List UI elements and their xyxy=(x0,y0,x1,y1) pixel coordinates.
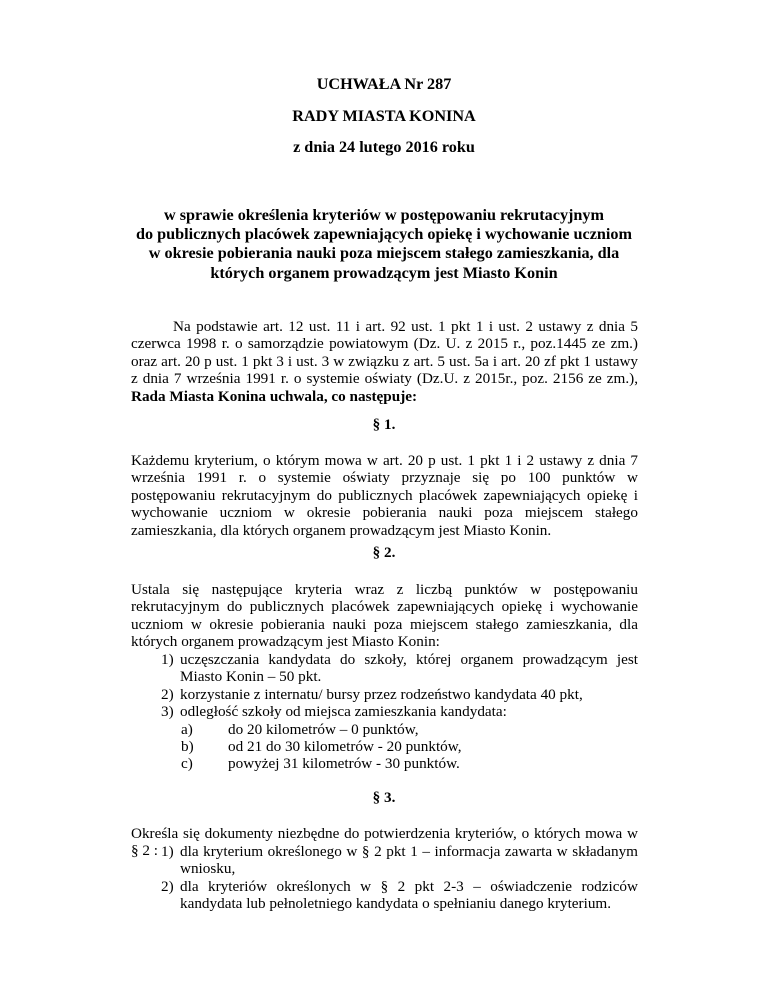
subject-line: do publicznych placówek zapewniających opiekę i wychowanie uczniom xyxy=(136,225,632,244)
list-item-number: 3) xyxy=(161,703,174,721)
subject-line: w okresie pobierania nauki poza miejscem stałego zamieszkania, dla xyxy=(148,244,620,263)
subject-line: których organem prowadzącym jest Miasto Konin xyxy=(210,263,558,282)
preamble xyxy=(131,318,638,405)
preamble-text: Na podstawie art. 12 ust. 11 i art. 92 ust. 1 pkt 1 i ust. 2 ustawy z dnia 5 czerwca 1998 r. o samorządzie powiatowym (Dz. U. z 2015 r., poz.1445 ze zm.) oraz art. 20 p ust. 1 pkt 3 i ust. 3 w związku z art. 5 ust. 5a i art. 20 zf pkt 1 ustawy z dnia 7 września 1991 r. o systemie oświaty (Dz.U. z 2015r., poz. 2156 ze zm.), xyxy=(131,318,638,388)
council-name: RADY MIASTA KONINA xyxy=(292,107,476,125)
section-1-text: Każdemu kryterium, o którym mowa w art. 20 p ust. 1 pkt 1 i 2 ustawy z dnia 7 września 1991 r. o systemie oświaty przyznaje się po 100 punktów w postępowaniu rekrutacyjnym do publicznych placówek zapewniających opiekę i wychowanie uczniom w okresie pobierania nauki poza miejscem stałego zamieszkania, dla których organem prowadzącym jest Miasto Konin. xyxy=(131,452,638,539)
list-item-text: uczęszczania kandydata do szkoły, której organem prowadzącym jest Miasto Konin – 50 pkt. xyxy=(180,651,638,686)
resolution-number: UCHWAŁA Nr 287 xyxy=(316,75,452,93)
sublist-item xyxy=(180,721,638,738)
list-item-text: odległość szkoły od miejsca zamieszkania kandydata: xyxy=(180,703,507,721)
list-item-text: korzystanie z internatu/ bursy przez rodzeństwo kandydata 40 pkt, xyxy=(180,685,583,703)
resolution-subject xyxy=(130,206,638,283)
resolution-date: z dnia 24 lutego 2016 roku xyxy=(293,138,475,156)
section-3-list xyxy=(131,843,638,913)
sublist-item-letter: b) xyxy=(181,738,194,756)
list-item xyxy=(131,651,638,686)
list-item-text: dla kryterium określonego w § 2 pkt 1 – informacja zawarta w składanym wniosku, xyxy=(180,843,638,878)
section-1-heading: § 1. xyxy=(372,416,396,433)
distance-sublist xyxy=(180,721,638,773)
subject-line: w sprawie określenia kryteriów w postępowaniu rekrutacyjnym xyxy=(163,206,605,224)
list-item xyxy=(131,703,638,773)
section-3-intro: Określa się dokumenty niezbędne do potwierdzenia kryteriów, o których mowa w § 2 : xyxy=(131,825,638,860)
list-item-number: 2) xyxy=(161,877,174,895)
section-2-intro: Ustala się następujące kryteria wraz z liczbą punktów w postępowaniu rekrutacyjnym do publicznych placówek zapewniających opiekę i wychowanie uczniom w okresie pobierania nauki poza miejscem stałego zamieszkania, dla których organem prowadzącym jest Miasto Konin: xyxy=(131,581,638,651)
list-item xyxy=(131,843,638,878)
preamble-bold-tail: Rada Miasta Konina uchwala, co następuje: xyxy=(131,387,418,405)
list-item xyxy=(131,878,638,913)
list-item xyxy=(131,686,638,703)
section-2-heading: § 2. xyxy=(372,544,396,561)
sublist-item-letter: a) xyxy=(181,720,193,738)
list-item-text: dla kryteriów określonych w § 2 pkt 2-3 – oświadczenie rodziców kandydata lub pełnoletniego kandydata o spełnianiu danego kryterium. xyxy=(180,877,638,913)
section-3-heading: § 3. xyxy=(372,789,396,806)
sublist-item-letter: c) xyxy=(181,755,193,773)
sublist-item-text: od 21 do 30 kilometrów - 20 punktów, xyxy=(228,738,462,756)
sublist-item xyxy=(180,738,638,755)
list-item-number: 1) xyxy=(161,651,174,668)
sublist-item-text: do 20 kilometrów – 0 punktów, xyxy=(228,720,419,738)
sublist-item xyxy=(180,755,638,772)
sublist-item-text: powyżej 31 kilometrów - 30 punktów. xyxy=(228,755,460,773)
list-item-number: 1) xyxy=(161,843,174,860)
list-item-number: 2) xyxy=(161,685,174,703)
section-2-list xyxy=(131,651,638,773)
